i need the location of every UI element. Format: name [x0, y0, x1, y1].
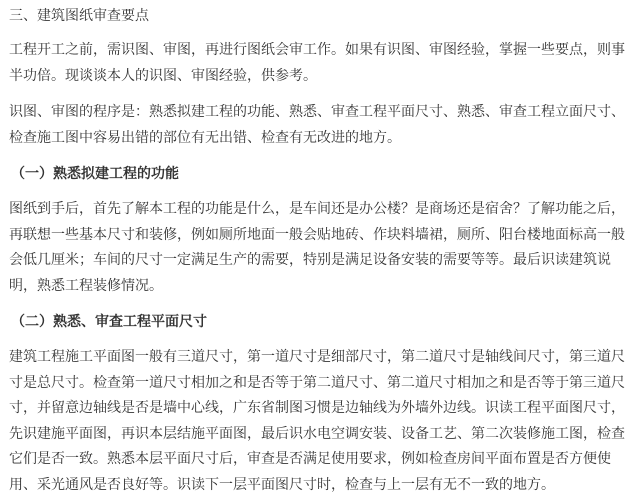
spacer	[9, 334, 634, 345]
function-paragraph: 图纸到手后，首先了解本工程的功能是什么，是车间还是办公楼？是商场还是宿舍？了解功能之后，再联想一些基本尺寸和装修，例如厕所地面一般会贴地砖、作块料墙裙，厕所、阳台楼地面标高一般会低几厘米；车间的尺寸一定满足生产的需要，特别是满足设备安装的需要等等。最后识读建筑说明，熟悉工程装修情况。	[9, 201, 625, 294]
spacer	[9, 89, 634, 100]
subheading-plan-dimensions: （二）熟悉、审查工程平面尺寸	[11, 314, 207, 330]
spacer	[9, 28, 634, 38]
subheading-function: （一）熟悉拟建工程的功能	[11, 166, 179, 182]
spacer	[9, 299, 634, 310]
spacer	[9, 151, 634, 162]
procedure-paragraph: 识图、审图的程序是：熟悉拟建工程的功能、熟悉、审查工程平面尺寸、熟悉、审查工程立面尺寸、检查施工图中容易出错的部位有无出错、检查有无改进的地方。	[9, 104, 625, 146]
plan-dimensions-paragraph: 建筑工程施工平面图一般有三道尺寸，第一道尺寸是细部尺寸，第二道尺寸是轴线间尺寸，第三道尺寸是总尺寸。检查第一道尺寸相加之和是否等于第二道尺寸、第二道尺寸相加之和是否等于第三道尺寸，并留意边轴线是否是墙中心线，广东省制图习惯是边轴线为外墙外边线。识读工程平面图尺寸，先识建施平面图，再识本层结施平面图，最后识水电空调安装、设备工艺、第二次装修施工图，检查它们是否一致。熟悉本层平面尺寸后，审查是否满足使用要求，例如检查房间平面布置是否方便使用、采光通风是否良好等。识读下一层平面图尺寸时，检查与上一层有无不一致的地方。	[9, 349, 625, 493]
spacer	[9, 186, 634, 197]
section-title: 三、建筑图纸审查要点	[9, 8, 149, 24]
intro-paragraph: 工程开工之前，需识图、审图，再进行图纸会审工作。如果有识图、审图经验，掌握一些要点，则事半功倍。现谈谈本人的识图、审图经验，供参考。	[9, 42, 625, 84]
